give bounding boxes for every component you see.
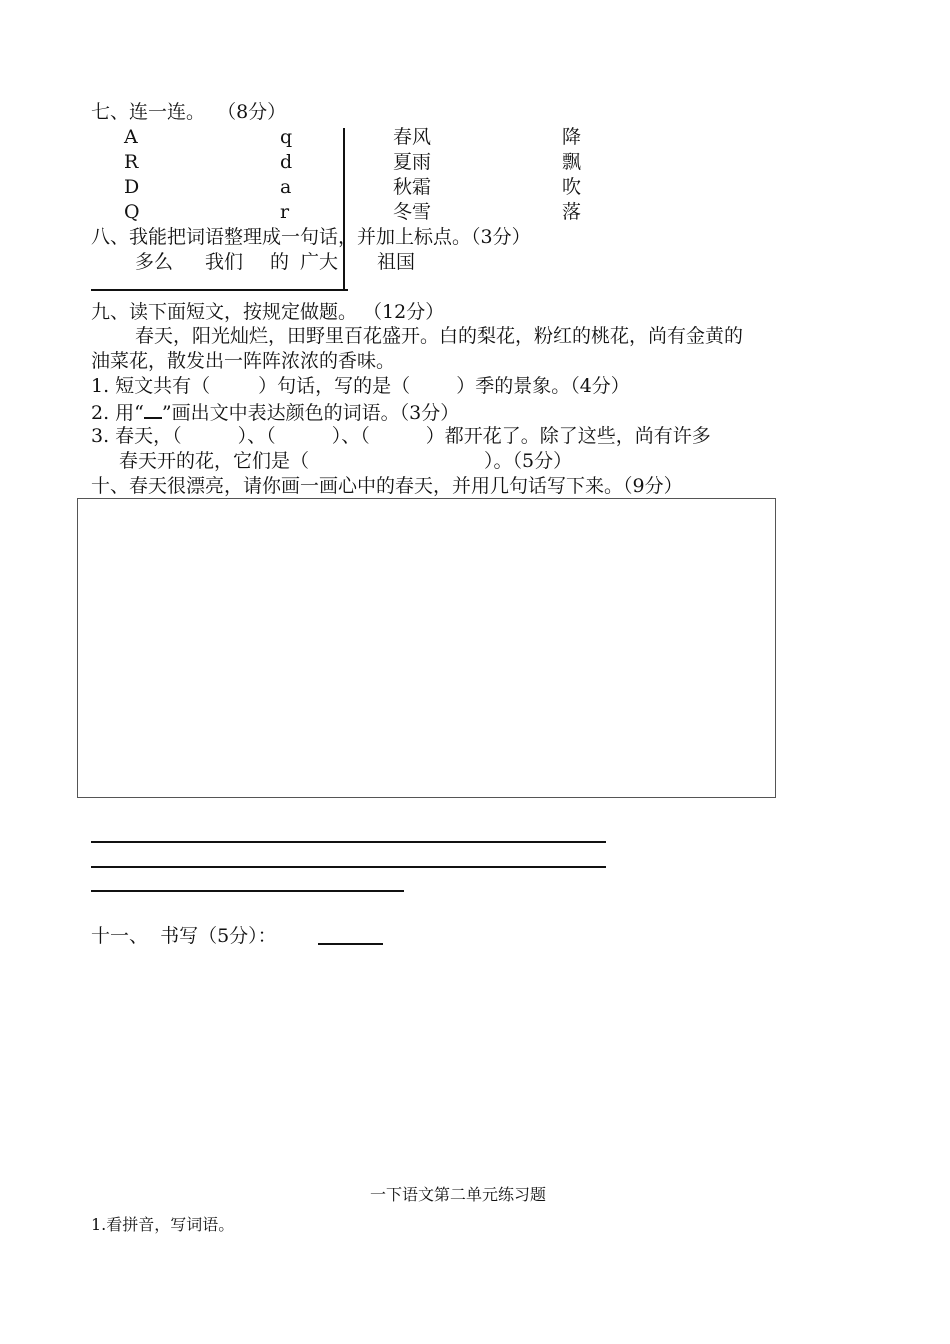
drawing-box[interactable] (77, 498, 776, 798)
q8-word-2: 我们 (205, 251, 244, 273)
q7-verb-1: 降 (562, 126, 582, 148)
q8-heading: 八、我能把词语整理成一句话，并加上标点。（3分） (91, 226, 531, 248)
writing-line-1 (91, 841, 606, 843)
q7-right-letter-1: q (280, 126, 293, 148)
q8-word-3: 的 (270, 251, 290, 273)
underline-sample (144, 399, 162, 419)
q7-left-letter-1: A (124, 126, 138, 148)
writing-line-3 (91, 890, 404, 892)
q9-passage-line-2: 油菜花，散发出一阵阵浓浓的香味。 (91, 350, 396, 372)
next-section-title: 一下语文第二单元练习题 (370, 1185, 547, 1204)
q9-passage-line-1: 春天，阳光灿烂，田野里百花盛开。白的梨花，粉红的桃花，尚有金黄的 (135, 325, 744, 347)
q9-item-3: 3. 春天，（ ）、（ ）、（ ）都开花了。除了这些，尚有许多 (91, 425, 711, 447)
q8-word-4: 广大 (300, 251, 339, 273)
q9-item-1: 1. 短文共有（ ）句话，写的是（ ）季的景象。（4分） (91, 375, 630, 397)
q10-heading: 十、春天很漂亮，请你画一画心中的春天，并用几句话写下来。（9分） (91, 475, 683, 497)
next-section-item-1: 1.看拼音，写词语。 (91, 1215, 235, 1234)
writing-line-2 (91, 866, 606, 868)
q7-left-letter-4: Q (124, 201, 140, 223)
q7-left-letter-3: D (124, 176, 140, 198)
q7-verb-2: 飘 (562, 151, 582, 173)
q9-heading: 九、读下面短文，按规定做题。 （12分） (91, 301, 445, 323)
q7-verb-4: 落 (562, 201, 582, 223)
q7-season-3: 秋霜 (393, 176, 432, 198)
q7-season-4: 冬雪 (393, 201, 432, 223)
q7-heading: 七、连一连。 （8分） (91, 101, 287, 123)
q8-word-5: 祖国 (377, 251, 416, 273)
q7-season-1: 春风 (393, 126, 432, 148)
q9-item-3-cont: 春天开的花，它们是（ ）。（5分） (119, 450, 573, 472)
q11-answer-line (318, 943, 383, 945)
q7-column-divider (343, 128, 345, 291)
q8-word-1: 多么 (135, 251, 174, 273)
q11-heading: 十一、 书写（5分）： (91, 925, 277, 947)
q7-season-2: 夏雨 (393, 151, 432, 173)
q7-verb-3: 吹 (562, 176, 582, 198)
q7-right-letter-3: a (280, 176, 292, 198)
q8-answer-line (91, 289, 348, 291)
q9-item-2: 2. 用“ ”画出文中表达颜色的词语。（3分） (91, 399, 459, 426)
q7-right-letter-4: r (280, 201, 290, 223)
q7-right-letter-2: d (280, 151, 293, 173)
q7-left-letter-2: R (124, 151, 139, 173)
